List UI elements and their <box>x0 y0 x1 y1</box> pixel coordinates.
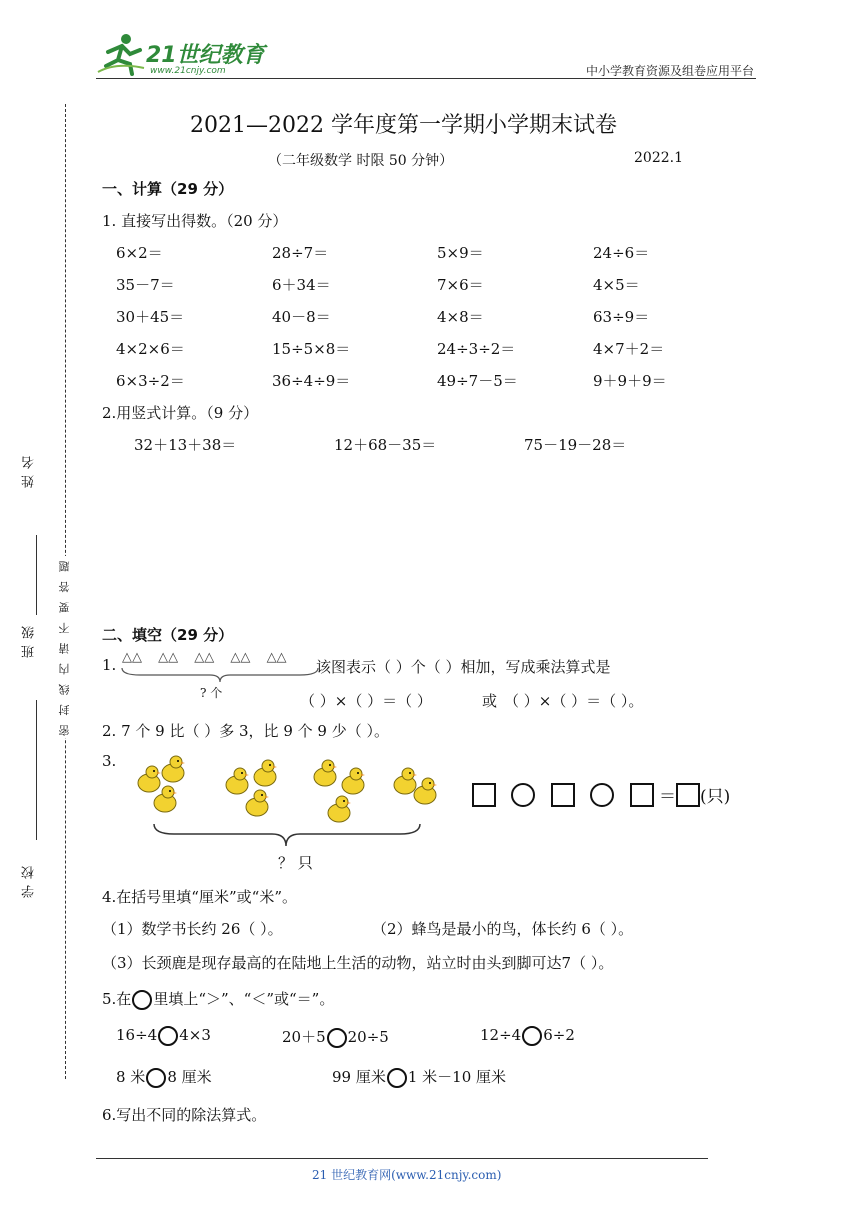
q2-item: 32＋13＋38＝ <box>134 436 237 454</box>
q5-left: 16÷4 <box>116 1026 158 1044</box>
chick-icon <box>152 784 178 814</box>
compare-circle[interactable] <box>387 1068 407 1088</box>
q1-row <box>116 370 667 391</box>
chick-icon <box>412 776 438 806</box>
q1-row <box>116 242 649 263</box>
q1-item: 7×6＝ <box>437 276 484 294</box>
chick-icon <box>244 788 270 818</box>
answer-box <box>630 783 654 807</box>
section2-heading: 二、填空（29 分） <box>102 626 234 644</box>
q1-item: 36÷4÷9＝ <box>272 372 351 390</box>
name-underline <box>36 535 37 615</box>
triangle-group: △△ <box>122 650 142 665</box>
q1-item: 9＋9＋9＝ <box>593 372 667 390</box>
s2-q1-line2b: （ ）×（ ）＝（ ）。 <box>504 692 644 710</box>
q1-item: 4×8＝ <box>437 308 484 326</box>
q1-item: 28÷7＝ <box>272 244 329 262</box>
compare-circle <box>132 990 152 1010</box>
compare-circle[interactable] <box>158 1026 178 1046</box>
runner-logo-icon <box>96 32 146 76</box>
q5-left: 20＋5 <box>282 1028 326 1046</box>
compare-circle[interactable] <box>146 1068 166 1088</box>
equals-sign: ＝ <box>659 787 677 807</box>
q1-title: 1. 直接写出得数。（20 分） <box>102 212 288 230</box>
chick-brace-icon <box>152 822 422 848</box>
chick-icon <box>160 754 186 784</box>
triangle-group: △△ <box>158 650 179 665</box>
site-name: 中小学教育资源及组卷应用平台 <box>585 64 754 78</box>
logo-url: www.21cnjy.com <box>150 66 226 76</box>
q5-right: 4×3 <box>179 1026 211 1044</box>
operator-circle <box>590 783 614 807</box>
s2-q3-number: 3. <box>102 752 117 770</box>
school-label: 学校 <box>22 860 37 898</box>
q5-item <box>116 1066 212 1088</box>
q1-item: 35－7＝ <box>116 276 175 294</box>
exam-date: 2022.1 <box>634 150 683 166</box>
q5-title-b: 里填上“＞”、“＜”或“＝”。 <box>153 990 335 1008</box>
s2-q5-title <box>102 988 334 1010</box>
q5-right: 6÷2 <box>543 1026 575 1044</box>
q1-item: 6×3÷2＝ <box>116 372 185 390</box>
q1-item: 49÷7－5＝ <box>437 372 518 390</box>
q5-item <box>480 1026 575 1046</box>
q5-right: 1 米－10 厘米 <box>407 1068 507 1086</box>
q5-item <box>332 1066 506 1088</box>
q1-item: 4×7＋2＝ <box>593 340 665 358</box>
name-label: 姓名 <box>22 450 37 488</box>
q5-title-a: 5.在 <box>102 990 132 1008</box>
s2-q1-line2a: （ ）×（ ）＝（ ） <box>300 692 432 710</box>
q1-item: 15÷5×8＝ <box>272 340 351 358</box>
q1-item: 63÷9＝ <box>593 308 650 326</box>
s2-q1-number: 1. <box>102 656 117 674</box>
triangle-groups <box>122 650 287 665</box>
chick-icon <box>340 766 366 796</box>
q1-item: 6×2＝ <box>116 244 163 262</box>
section1-heading: 一、计算（29 分） <box>102 180 234 198</box>
q1-item: 4×2×6＝ <box>116 340 185 358</box>
chick-brace-label: ？ 只 <box>278 854 313 872</box>
q5-right: 8 厘米 <box>167 1068 212 1086</box>
s2-q4-b: （2）蜂鸟是最小的鸟，体长约 6（ ）。 <box>372 920 634 938</box>
exam-title: 2021—2022 学年度第一学期小学期末试卷 <box>190 113 617 138</box>
q1-item: 5×9＝ <box>437 244 484 262</box>
unit-label: (只) <box>700 787 731 807</box>
q1-item: 24÷3÷2＝ <box>437 340 516 358</box>
s2-q4-c: （3）长颈鹿是现存最高的在陆地上生活的动物，站立时由头到脚可达7（ ）。 <box>102 954 614 972</box>
q1-row <box>116 306 649 327</box>
q1-row <box>116 338 664 359</box>
footer-text: 21 世纪教育网(www.21cnjy.com) <box>312 1168 502 1182</box>
triangle-group: △△ <box>230 650 251 665</box>
q1-item: 4×5＝ <box>593 276 640 294</box>
brace-label: ? 个 <box>200 686 223 700</box>
logo <box>96 32 266 82</box>
q5-item <box>116 1026 211 1046</box>
triangle-group: △△ <box>194 650 215 665</box>
q5-left: 12÷4 <box>480 1026 522 1044</box>
answer-equation <box>472 782 730 807</box>
q5-right: 20÷5 <box>347 1028 389 1046</box>
q2-title: 2.用竖式计算。（9 分） <box>102 404 259 422</box>
q5-left: 99 厘米 <box>332 1068 386 1086</box>
operator-circle <box>511 783 535 807</box>
q1-item: 24÷6＝ <box>593 244 650 262</box>
seal-text: 密 封 线 内 请 不 要 答 题 <box>58 558 71 736</box>
q2-item: 75－19－28＝ <box>524 436 627 454</box>
answer-box <box>472 783 496 807</box>
s2-q4-a: （1）数学书长约 26（ ）。 <box>102 920 283 938</box>
class-underline <box>36 700 37 840</box>
compare-circle[interactable] <box>327 1028 347 1048</box>
logo-text: 21世纪教育 <box>146 43 265 68</box>
q5-item <box>282 1026 389 1048</box>
q1-row <box>116 274 640 295</box>
exam-subtitle: （二年级数学 时限 50 分钟） <box>268 153 454 169</box>
q1-item: 40－8＝ <box>272 308 331 326</box>
s2-q6-title: 6.写出不同的除法算式。 <box>102 1106 267 1124</box>
chick-icon <box>312 758 338 788</box>
brace-icon <box>120 666 320 684</box>
header-rule <box>96 78 756 79</box>
answer-box <box>676 783 700 807</box>
s2-q4-title: 4.在括号里填“厘米”或“米”。 <box>102 888 297 906</box>
q2-item: 12＋68－35＝ <box>334 436 437 454</box>
class-label: 班级 <box>22 620 37 658</box>
chick-icon <box>326 794 352 824</box>
compare-circle[interactable] <box>522 1026 542 1046</box>
triangle-group: △△ <box>266 650 287 665</box>
s2-q1-or: 或 <box>482 692 498 710</box>
s2-q2-text: 2. 7 个 9 比（ ）多 3，比 9 个 9 少（ ）。 <box>102 722 389 740</box>
q5-left: 8 米 <box>116 1068 146 1086</box>
q1-item: 30＋45＝ <box>116 308 185 326</box>
q1-item: 6＋34＝ <box>272 276 331 294</box>
footer-rule <box>96 1158 708 1159</box>
chick-icon <box>252 758 278 788</box>
answer-box <box>551 783 575 807</box>
s2-q1-text: 该图表示（ ）个（ ）相加，写成乘法算式是 <box>316 658 611 676</box>
